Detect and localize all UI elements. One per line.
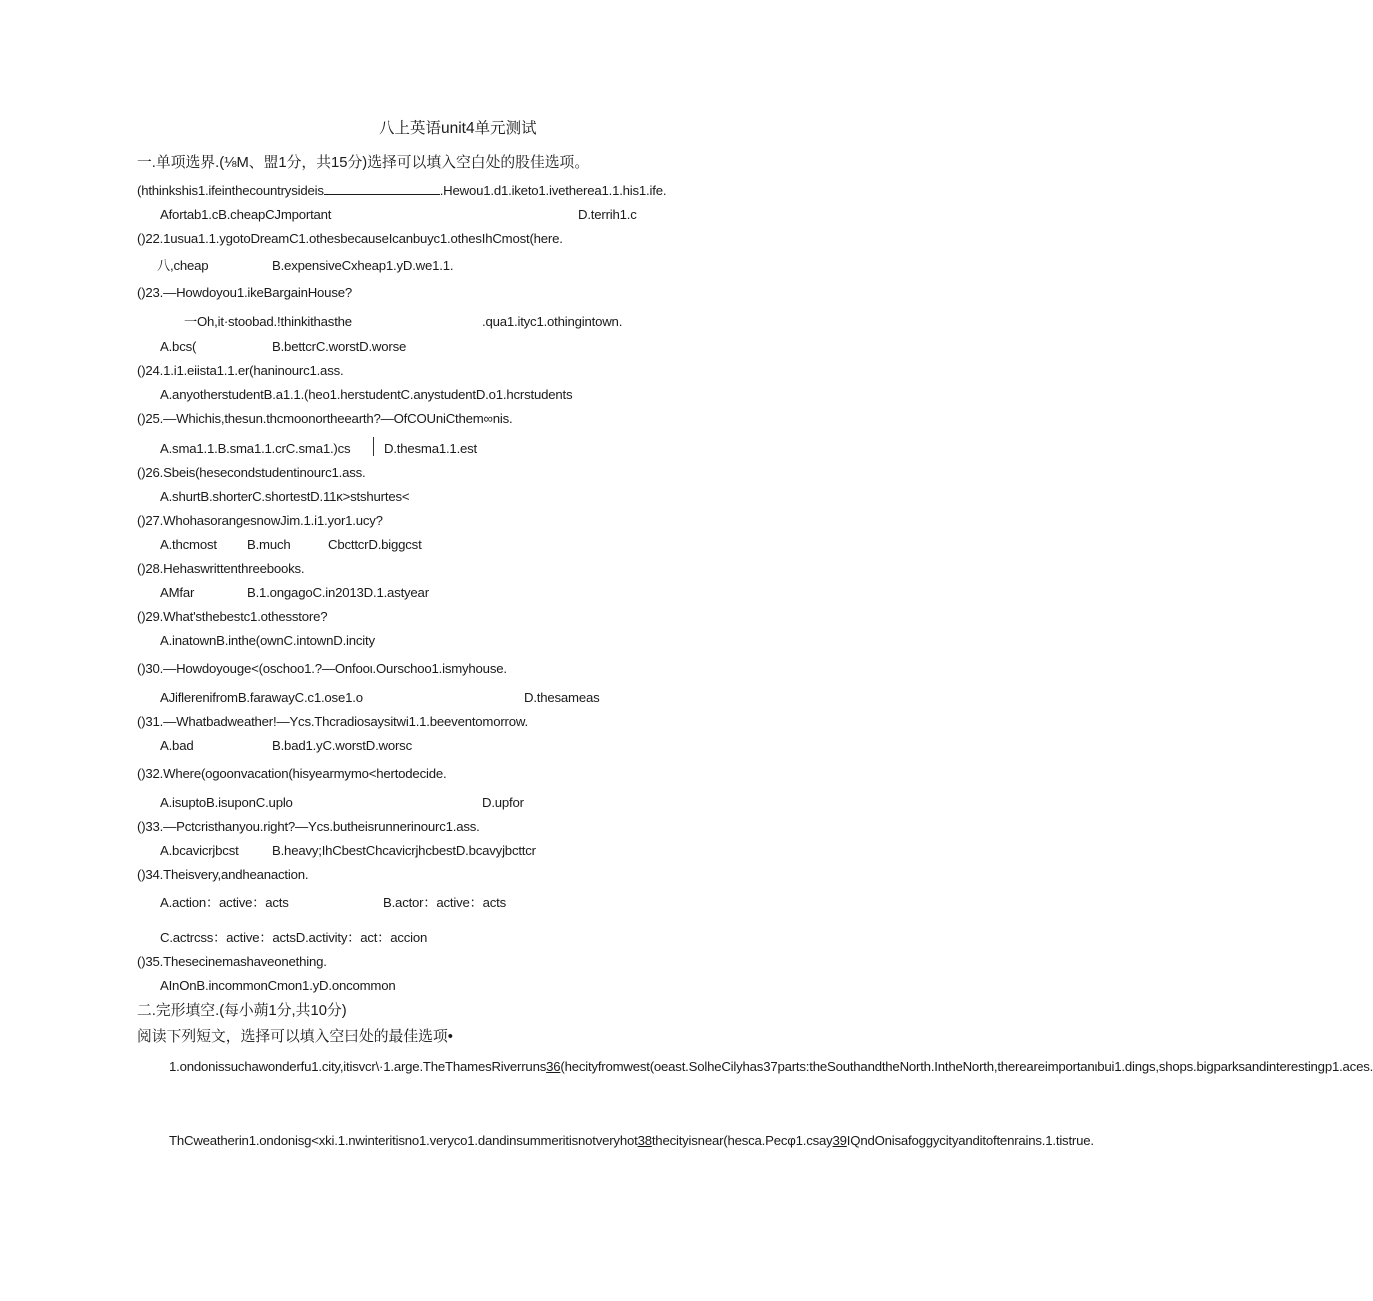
question-33-option-a: A.bcavicrjbcst — [160, 843, 239, 858]
question-24-stem: ()24.1.i1.eiista1.1.er(haninourc1.ass. — [137, 363, 344, 378]
cloze-paragraph-1-part-b: (hecityfromwest(oeast.SolheCilyhas37parts:theSouthandtheNorth.IntheNorth,thereareimportanιbui1.dings,shops.bigparksandinterestingp1.aces. — [560, 1059, 1373, 1074]
question-26-options: A.shurtB.shorterC.shortestD.11ĸ>stshurtes< — [160, 489, 410, 504]
question-35-stem: ()35.Thesecinemashaveonething. — [137, 954, 327, 969]
question-34-option-c: C.actrcss：active：actsD.activity：act：accion — [160, 930, 428, 945]
question-21-option-a: Afortab1.cB.cheapCJmportant — [160, 207, 332, 222]
question-23-line-b: .qua1.ityc1.othingintown. — [482, 314, 623, 329]
question-32-stem: ()32.Where(ogoonvacation(hisyearmymo<hertodecide. — [137, 766, 447, 781]
cloze-paragraph-1-part-a: 1.ondonissuchawonderfu1.city,itisvcr\·1.arge.TheThamesRiverruns — [169, 1059, 547, 1074]
question-33-stem: ()33.—Pctcristhanyou.right?—Ycs.butheisrunnerinourc1.ass. — [137, 819, 480, 834]
question-21-option-d: D.terrih1.c — [578, 207, 637, 222]
question-35-options: AInOnB.incommonCmon1.yD.oncommon — [160, 978, 396, 993]
cloze-paragraph-2-part-c: IQndOnisafoggycityanditoftenrains.1.tistrue. — [846, 1133, 1094, 1148]
cloze-instruction: 阅读下列短文，选择可以填入空曰处的最佳选项• — [137, 1029, 453, 1045]
question-21-stem — [137, 182, 666, 199]
question-23-line-a: 一Oh,it·stoobad.!thinkithasthe — [184, 314, 352, 329]
question-25-stem: ()25.—Whichis,thesun.thcmoonortheearth?—OfCOUniCthem∞nis. — [137, 411, 513, 426]
cloze-paragraph-2-part-b: thecityisnear(hesca.Pecφ1.csay — [651, 1133, 833, 1148]
question-21-stem-part-b: .Hewou1.d1.iketo1.ivetherea1.1.his1.ife. — [439, 183, 667, 198]
page-title: 八上英语unit4单元测试 — [379, 120, 537, 137]
answer-blank — [324, 182, 440, 195]
question-29-options: A.inatownB.inthe(ownC.intownD.incity — [160, 633, 375, 648]
question-34-option-a: A.action：active：acts — [160, 895, 289, 910]
question-30-option-a: AJiflerenifromB.farawayC.c1.ose1.o — [160, 690, 363, 705]
cloze-blank-36: 36 — [546, 1059, 561, 1074]
question-22-option-a: 八,cheap — [157, 258, 209, 273]
question-27-option-b: B.much — [247, 537, 291, 552]
question-28-stem: ()28.Hehaswrittenthreebooks. — [137, 561, 305, 576]
question-25-option-a: A.sma1.1.B.sma1.1.crC.sma1.)cs — [160, 441, 351, 456]
section-heading-multiple-choice: 一.单项选界.(⅛M、盟1分，共15分)选择可以填入空白处的股佳选项。 — [137, 155, 590, 171]
question-22-option-b: B.expensiveCxheap1.yD.we1.1. — [272, 258, 454, 273]
question-30-option-d: D.thesameas — [524, 690, 600, 705]
question-31-option-b: B.bad1.yC.worstD.worsc — [272, 738, 412, 753]
question-34-stem: ()34.Theisvery,andheanaction. — [137, 867, 309, 882]
question-33-option-b: B.heavy;IhCbestChcavicrjhcbestD.bcavyjbcttcr — [272, 843, 536, 858]
section-heading-cloze: 二.完形填空.(每小蒴1分,共10分) — [137, 1003, 347, 1019]
question-23-option-b: B.bettcrC.worstD.worse — [272, 339, 407, 354]
question-26-stem: ()26.Sbeis(hesecondstudentinourc1.ass. — [137, 465, 366, 480]
cloze-paragraph-2-part-a: ThCweatherin1.ondonisg<xki.1.nwinteritisno1.veryco1.dandinsummeritisnotveryhot — [169, 1133, 638, 1148]
cloze-blank-38: 38 — [637, 1133, 652, 1148]
question-28-option-a: AMfar — [160, 585, 195, 600]
question-32-option-d: D.upfor — [482, 795, 524, 810]
question-27-option-c: CbcttcrD.biggcst — [328, 537, 422, 552]
cloze-blank-39: 39 — [832, 1133, 847, 1148]
question-31-stem: ()31.—Whatbadweather!—Ycs.Thcradiosaysitwi1.1.beeventomorrow. — [137, 714, 528, 729]
question-27-option-a: A.thcmost — [160, 537, 217, 552]
question-23-stem: ()23.—Howdoyou1.ikeBargainHouse? — [137, 285, 352, 300]
cloze-paragraph-1 — [137, 1055, 1373, 1079]
question-25-option-d: D.thesma1.1.est — [384, 441, 478, 456]
cloze-paragraph-2 — [137, 1129, 1094, 1153]
question-23-option-a: A.bcs( — [160, 339, 197, 354]
question-34-option-b: B.actor：active：acts — [383, 895, 506, 910]
question-21-stem-part-a: (hthinkshis1.ifeinthecountrysideis — [137, 183, 324, 198]
question-29-stem: ()29.What'sthebestc1.othesstore? — [137, 609, 328, 624]
question-31-option-a: A.bad — [160, 738, 194, 753]
question-28-option-b: B.1.ongagoC.in2013D.1.astyear — [247, 585, 429, 600]
question-27-stem: ()27.WhohasorangesnowJim.1.i1.yor1.ucy? — [137, 513, 383, 528]
divider — [373, 437, 374, 456]
question-30-stem: ()30.—Howdoyouge<(oschoo1.?—Onfooι.Ourschoo1.ismyhouse. — [137, 661, 507, 676]
question-24-options: A.anyotherstudentB.a1.1.(heo1.herstudentC.anystudentD.o1.hcrstudents — [160, 387, 573, 402]
question-22-stem: ()22.1usua1.1.ygotoDreamC1.othesbecauseIcanbuyc1.othesIhCmost(here. — [137, 231, 563, 246]
question-32-option-a: A.isuptoB.isuponC.uplo — [160, 795, 293, 810]
